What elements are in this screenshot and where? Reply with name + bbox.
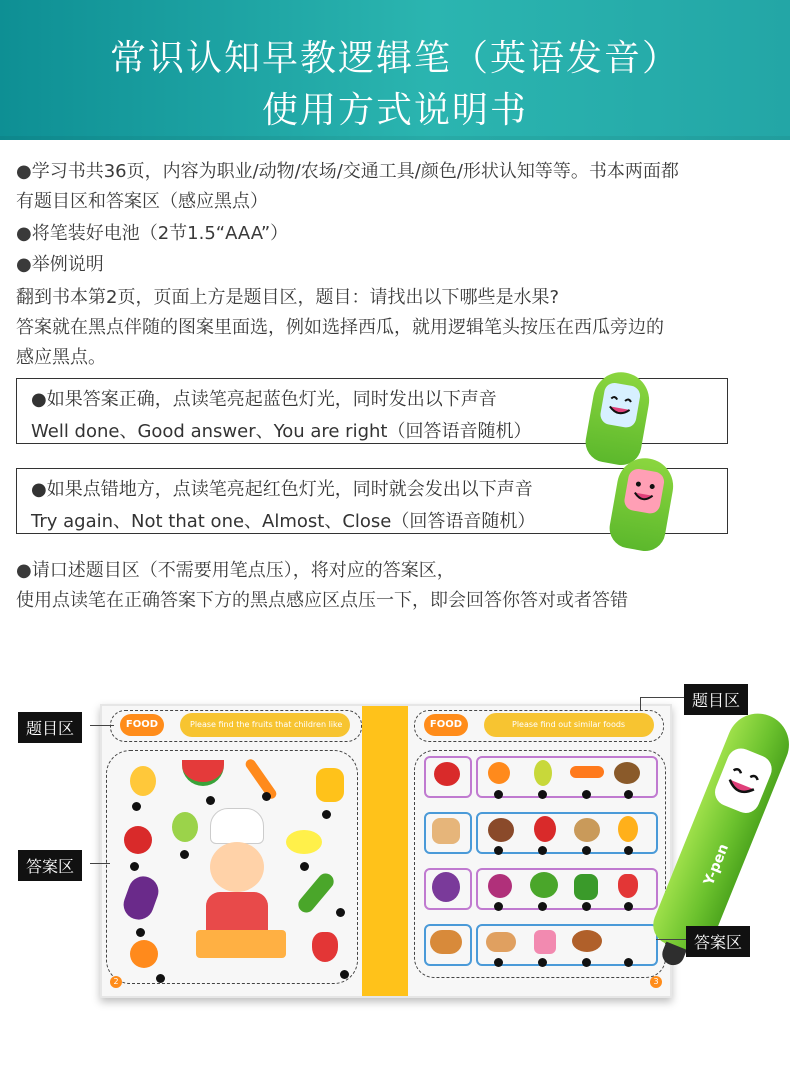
- sensor-dot[interactable]: [538, 846, 547, 855]
- right-page-number: 3: [650, 976, 662, 988]
- sensor-dot[interactable]: [494, 958, 503, 967]
- sensor-dot[interactable]: [624, 846, 633, 855]
- label-line: [90, 725, 114, 726]
- carrot-icon: [570, 766, 604, 778]
- intro-line-7: 感应黑点。: [16, 347, 106, 368]
- sensor-dot[interactable]: [582, 790, 591, 799]
- label-question-left: 题目区: [18, 712, 82, 743]
- page-subtitle: 使用方式说明书: [261, 90, 528, 131]
- correct-box-line-2: Well done、Good answer、You are right（回答语音随机）: [31, 421, 532, 442]
- intro-line-3: ●将笔装好电池（2节1.5“AAA”）: [16, 223, 289, 244]
- label-line: [90, 863, 110, 864]
- sensor-dot[interactable]: [538, 902, 547, 911]
- burger-icon: [430, 930, 462, 954]
- sensor-dot[interactable]: [494, 846, 503, 855]
- sensor-dot[interactable]: [624, 958, 633, 967]
- lemon-icon: [286, 830, 322, 854]
- chef-face: [210, 842, 264, 892]
- right-food-tag: FOOD: [424, 714, 468, 736]
- coconut-icon: [614, 762, 640, 784]
- tomato-icon: [434, 762, 460, 786]
- label-question-right: 题目区: [684, 684, 748, 715]
- oral-line-2: 使用点读笔在正确答案下方的黑点感应区点压一下，即会回答你答对或者答错: [16, 590, 628, 611]
- apple-icon: [172, 812, 198, 842]
- label-line: [640, 697, 641, 711]
- oral-line-1: ●请口述题目区（不需要用笔点压），将对应的答案区，: [16, 560, 455, 581]
- label-line: [640, 697, 684, 698]
- bread-icon: [574, 818, 600, 842]
- sensor-dot[interactable]: [336, 908, 345, 917]
- pen-brand-text: Y-pen: [701, 841, 733, 888]
- orange-icon: [488, 762, 510, 784]
- sensor-dot[interactable]: [130, 862, 139, 871]
- sensor-dot[interactable]: [494, 902, 503, 911]
- left-food-tag: FOOD: [120, 714, 164, 736]
- sensor-dot[interactable]: [322, 810, 331, 819]
- strawberry-icon: [312, 932, 338, 962]
- correct-box-line-1: ●如果答案正确，点读笔亮起蓝色灯光，同时发出以下声音: [31, 389, 497, 410]
- roast-chicken-icon: [572, 930, 602, 952]
- book-spine: [362, 706, 408, 996]
- label-answer-left: 答案区: [18, 850, 82, 881]
- apple-icon: [534, 816, 556, 842]
- chef-hat: [210, 808, 264, 844]
- left-prompt-bar: [180, 713, 350, 737]
- sensor-dot[interactable]: [624, 790, 633, 799]
- left-page-number: 2: [110, 976, 122, 988]
- wrong-box-line-1: ●如果点错地方，点读笔亮起红色灯光，同时就会发出以下声音: [31, 479, 533, 500]
- green-pepper-icon: [574, 874, 598, 900]
- sensor-dot[interactable]: [582, 902, 591, 911]
- pepper-icon: [316, 768, 344, 802]
- beet-icon: [488, 874, 512, 898]
- intro-line-4: ●举例说明: [16, 254, 104, 275]
- sensor-dot[interactable]: [156, 974, 165, 983]
- sensor-dot[interactable]: [494, 790, 503, 799]
- sensor-dot[interactable]: [538, 790, 547, 799]
- sensor-dot[interactable]: [136, 928, 145, 937]
- broccoli-icon: [530, 872, 558, 898]
- sensor-dot[interactable]: [262, 792, 271, 801]
- sensor-dot[interactable]: [538, 958, 547, 967]
- cake-icon: [432, 818, 460, 844]
- intro-line-2: 有题目区和答案区（感应黑点）: [16, 191, 268, 212]
- orange-icon: [130, 940, 158, 968]
- tomato-icon: [124, 826, 152, 854]
- sensor-dot[interactable]: [132, 802, 141, 811]
- header-banner: [0, 0, 790, 140]
- sensor-dot[interactable]: [624, 902, 633, 911]
- sensor-dot[interactable]: [206, 796, 215, 805]
- label-line: [656, 939, 686, 940]
- onion-icon: [618, 816, 638, 842]
- donut-icon: [488, 818, 514, 842]
- page-title: 常识认知早教逻辑笔（英语发音）: [109, 38, 680, 79]
- right-prompt-text: Please find out similar foods: [512, 720, 626, 729]
- chef-table: [196, 930, 286, 958]
- sensor-dot[interactable]: [582, 958, 591, 967]
- cupcake-icon: [534, 930, 556, 954]
- right-prompt-bar: [484, 713, 654, 737]
- sensor-dot[interactable]: [340, 970, 349, 979]
- pear-icon: [534, 760, 552, 786]
- label-answer-right: 答案区: [686, 926, 750, 957]
- sensor-dot[interactable]: [582, 846, 591, 855]
- sensor-dot[interactable]: [180, 850, 189, 859]
- intro-line-6: 答案就在黑点伴随的图案里面选，例如选择西瓜，就用逻辑笔头按压在西瓜旁边的: [16, 317, 664, 338]
- sandwich-icon: [486, 932, 516, 952]
- intro-line-1: ●学习书共36页，内容为职业/动物/农场/交通工具/颜色/形状认知等等。书本两面都: [16, 161, 679, 182]
- strawberry-icon: [618, 874, 638, 898]
- mango-icon: [130, 766, 156, 796]
- left-prompt-text: Please find the fruits that children like: [190, 720, 343, 729]
- sensor-dot[interactable]: [300, 862, 309, 871]
- grapes-icon: [432, 872, 460, 902]
- intro-line-5: 翻到书本第2页，页面上方是题目区，题目：请找出以下哪些是水果?: [16, 287, 560, 308]
- wrong-box-line-2: Try again、Not that one、Almost、Close（回答语音随机）: [31, 511, 536, 532]
